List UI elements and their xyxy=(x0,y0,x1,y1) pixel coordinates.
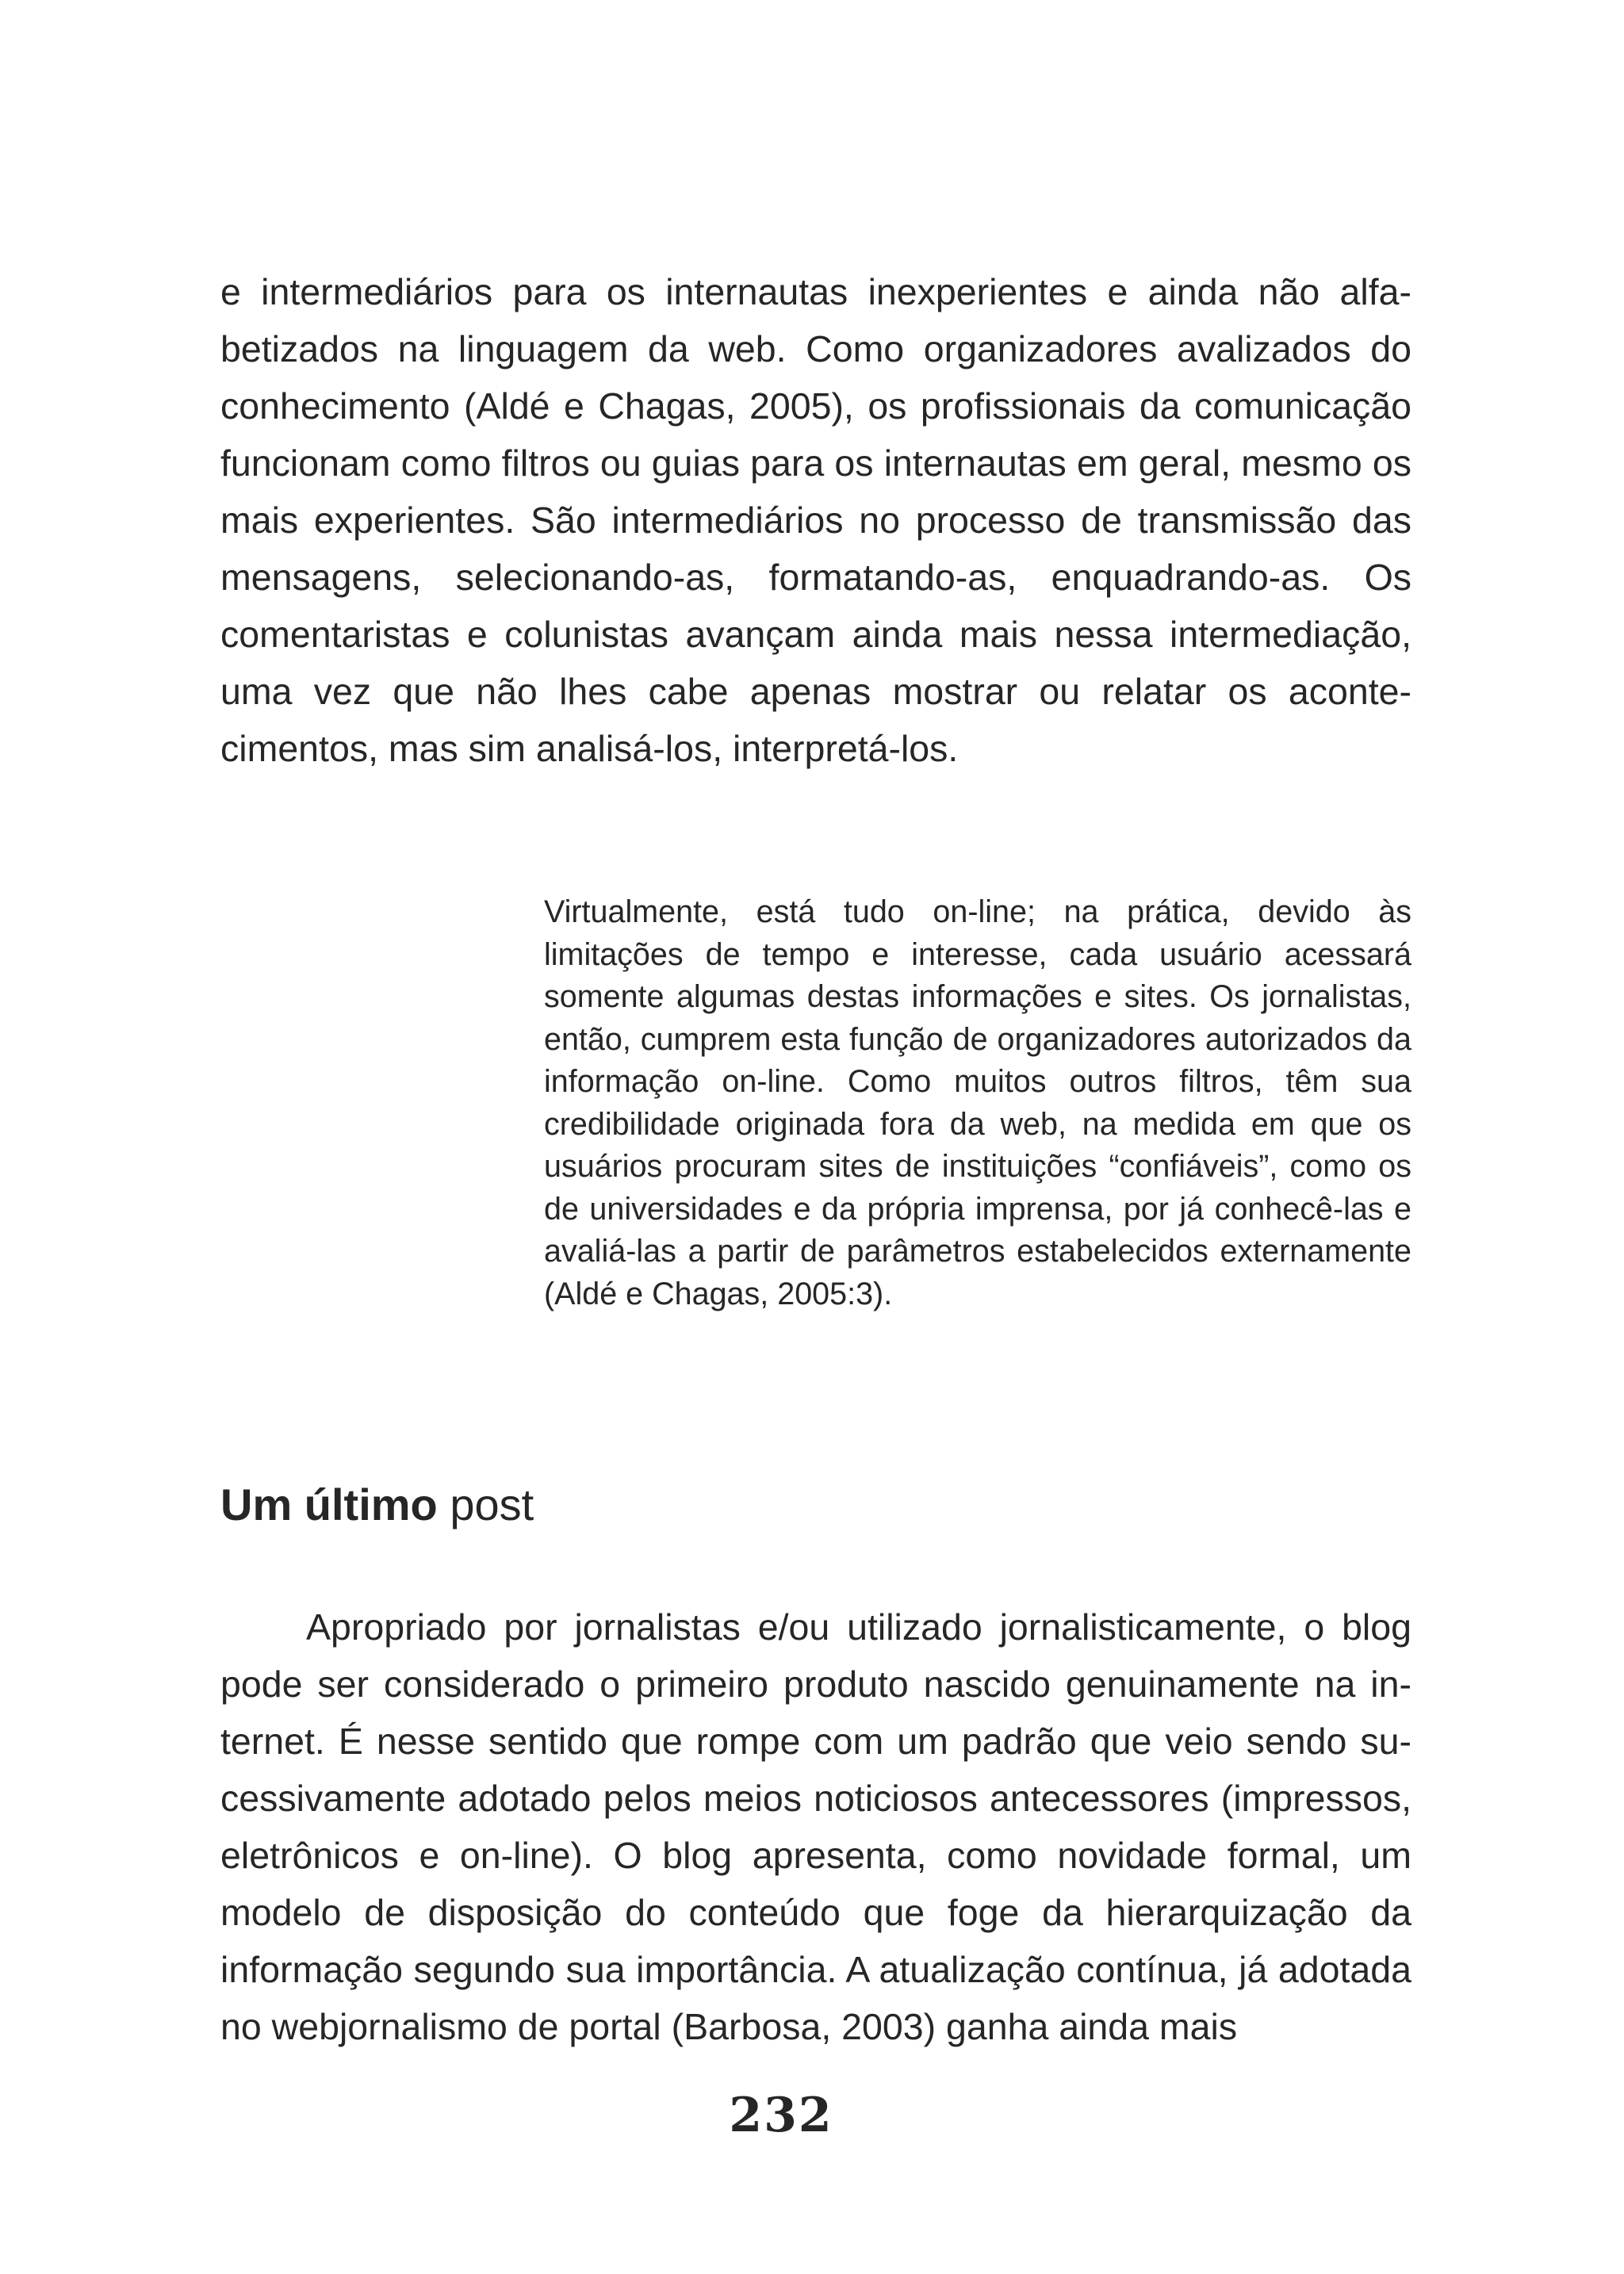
page-number: 232 xyxy=(729,2088,833,2143)
intro-paragraph: e intermediários para os internautas inexperientes e ainda não alfabetizados na linguagem da web. Como organizadores avalizados do conhecimento (Aldé e Chagas, 2005), os profissionais da comunicação funcionam como filtros ou guias para os internautas em geral, mesmo os mais experientes. São intermediários no processo de transmissão das mensagens, selecionando-as, formatando-as, enquadrando-as. Os comentaristas e colunistas avançam ainda mais nessa intermediação, uma vez que não lhes cabe apenas mostrar ou relatar os acontecimentos, mas sim analisá-los, interpretá-los. xyxy=(220,271,1411,769)
section-heading xyxy=(220,1473,534,1537)
section-heading-regular: post xyxy=(450,1480,534,1529)
section-heading-bold: Um último xyxy=(220,1480,438,1529)
blog-paragraph: Apropriado por jornalistas e/ou utilizado jornalisticamente, o blog pode ser considerado o primeiro produto nascido genuinamente na internet. É nesse sentido que rompe com um padrão que veio sendo sucessivamente adotado pelos meios noticiosos antecessores (impressos, eletrônicos e on-line). O blog apresenta, como novidade formal, um modelo de disposição do conteúdo que foge da hierarquização da informação segundo sua importância. A atualização contínua, já adotada no webjornalismo de portal (Barbosa, 2003) ganha ainda mais xyxy=(220,1606,1411,2047)
block-quote: Virtualmente, está tudo on-line; na prática, devido às limitações de tempo e interesse, cada usuário acessará somente algumas destas informações e sites. Os jornalistas, então, cumprem esta função de organizadores autorizados da informação on-line. Como muitos outros filtros, têm sua credibilidade originada fora da web, na medida em que os usuários procuram sites de instituições “confiáveis”, como os de universidades e da própria imprensa, por já conhecê-las e avaliá-las a partir de parâmetros estabelecidos externamente (Aldé e Chagas, 2005:3). xyxy=(544,894,1411,1311)
